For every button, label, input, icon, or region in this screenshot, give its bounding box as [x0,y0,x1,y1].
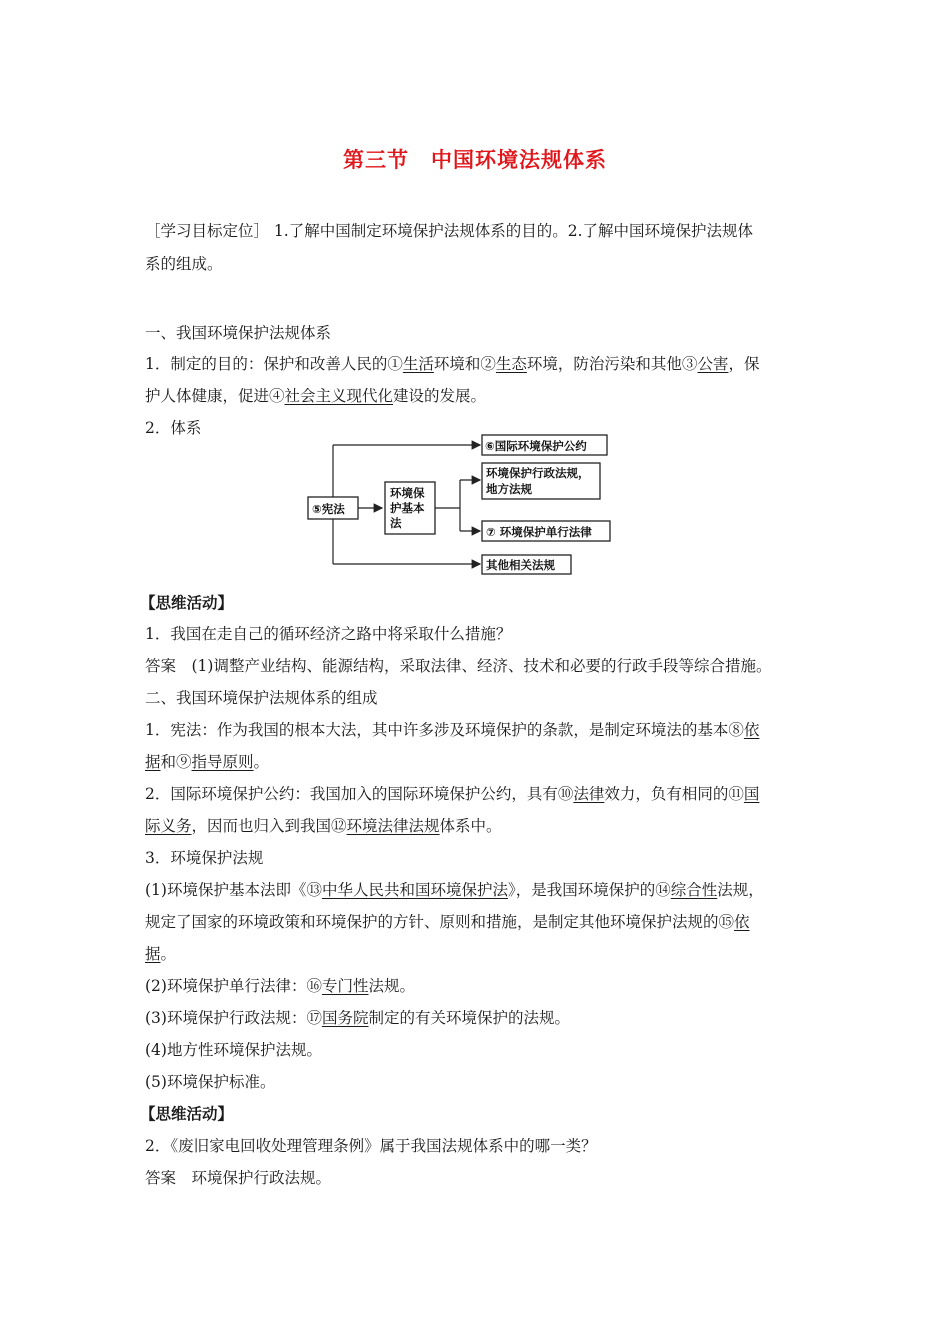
answer-15: 依 [734,913,750,931]
item-4: (4)地方性环境保护法规。 [145,1041,322,1059]
intl-convention-label: ⑥国际环境保护公约 [485,439,587,453]
law-system-diagram [300,430,620,580]
basic-law-label-2: 护基本 [390,501,425,515]
other-law-label: 其他相关法规 [486,558,555,572]
answer-2: 生态 [495,355,527,373]
admin-regulation-label-1: 环境保护行政法规， [486,466,590,480]
section-2-paragraph-3: 3．环境保护法规 [145,849,264,867]
answer-10: 法律 [573,785,605,803]
answer-16: 专门性 [321,977,369,995]
answer-11: 国 [743,785,760,803]
section-2-heading: 二、我国环境保护法规体系的组成 [145,689,378,707]
activity-2-question: 2．《废旧家电回收处理管理条例》属于我国法规体系中的哪一类？ [145,1137,597,1155]
activity-1-answer: 答案 (1)调整产业结构、能源结构，采取法律、经济、技术和必要的行政手段等综合措施。 [145,657,772,675]
item-1: (1)环境保护基本法即《⑬中华人民共和国环境保护法》，是我国环境保护的⑭综合性法规， [145,881,764,899]
activity-1-question: 1．我国在走自己的循环经济之路中将采取什么措施？ [145,625,512,643]
answer-3: 公害 [697,355,729,373]
section-1-paragraph-1: 1．制定的目的：保护和改善人民的①生活环境和②生态环境，防治污染和其他③公害，保 [145,355,760,373]
section-1-paragraph-2: 2．体系 [145,419,202,437]
activity-1-label: 【思维活动】 [140,593,234,612]
item-3: (3)环境保护行政法规：⑰国务院制定的有关环境保护的法规。 [145,1009,570,1027]
answer-17: 国务院 [321,1009,369,1027]
answer-12: 环境法律法规 [346,817,440,835]
section-2-paragraph-1: 1．宪法：作为我国的根本大法，其中许多涉及环境保护的条款，是制定环境法的基本⑧依 [145,721,760,739]
answer-9: 指导原则 [191,753,254,771]
item-2: (2)环境保护单行法律：⑯专门性法规。 [145,977,415,995]
basic-law-label-3: 法 [390,516,402,530]
answer-1: 生活 [402,355,434,373]
item-1-cont: 规定了国家的环境政策和环境保护的方针、原则和措施，是制定其他环境保护法规的⑮依 [145,913,750,931]
admin-regulation-label-2: 地方法规 [486,482,532,496]
section-2-paragraph-1-cont: 据和⑨指导原则。 [145,753,270,771]
single-law-label: ⑦ 环境保护单行法律 [486,525,592,539]
answer-13: 中华人民共和国环境保护法 [321,881,508,899]
item-1-cont-2: 据。 [145,945,177,963]
activity-2-label: 【思维活动】 [140,1104,234,1123]
answer-8: 依 [743,721,760,739]
basic-law-label-1: 环境保 [390,486,425,500]
section-1-paragraph-1-cont: 护人体健康，促进④社会主义现代化建设的发展。 [145,387,487,405]
objectives-line-2: 系的组成。 [145,255,223,273]
item-5: (5)环境保护标准。 [145,1073,276,1091]
constitution-label: ⑤宪法 [312,502,345,516]
section-2-paragraph-2: 2．国际环境保护公约：我国加入的国际环境保护公约，具有⑩法律效力，负有相同的⑪国 [145,785,760,803]
page-title: 第三节 中国环境法规体系 [343,148,607,172]
objectives-line-1: ［学习目标定位］ 1.了解中国制定环境保护法规体系的目的。2.了解中国环境保护法规体 [145,222,754,240]
section-1-heading: 一、我国环境保护法规体系 [145,324,332,342]
answer-4: 社会主义现代化 [284,387,394,405]
section-2-paragraph-2-cont: 际义务，因而也归入到我国⑫环境法律法规体系中。 [145,817,502,835]
activity-2-answer: 答案 环境保护行政法规。 [145,1169,332,1187]
answer-14: 综合性 [670,881,718,899]
